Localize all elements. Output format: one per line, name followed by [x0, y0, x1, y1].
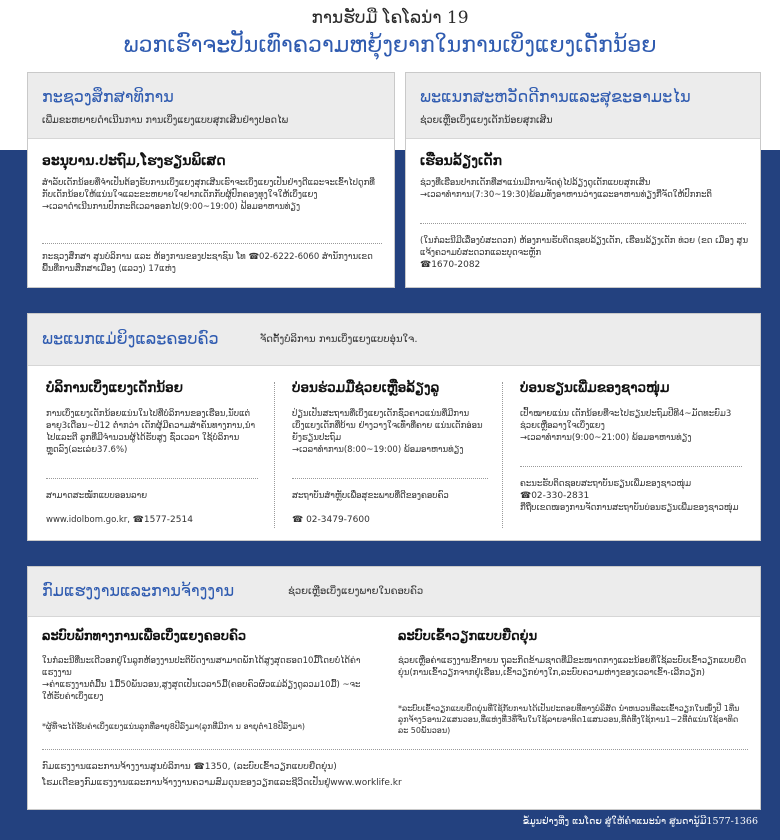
box-title: ພະແນກສະຫວັດດີການແລະສຸຂະອາມະໄນ — [420, 87, 691, 106]
hours-text: →ເວລາທຳການ(9:00~21:00) ພ້ອມອາຫານທ່ຽງ — [520, 433, 692, 443]
phone-number: ☎02-330-2831 — [520, 491, 590, 501]
phone-number: ☎1670-2082 — [420, 260, 481, 270]
section-title: ເຮືອນລ້ຽງເດັກ — [420, 153, 503, 169]
contact-text: (ໃນກໍລະນີມີເລື່ອງບໍ່ສະດວກ) ຫ້ອງການຮັບຕິດຊອບລ້ຽງເດັກ, ເຮືອນລ້ຽງເດັກ ທ່ວຍ (ຂດ ເມືອງ ສູນແຈ້ງຄວາມບໍ່ສະດວກແລະບຸດຈະຫຼັກ — [420, 236, 749, 258]
detail-text: →ຄ່າແຮງງານຕໍ່ມື້ນ 1ມື້50ພັນວອນ,ສູງສຸດເປັນເວລາ5ມື້(ຄອບຄົວຜົວແມ່ລ້ຽງດູລວມ10ມື້) ~ຈະໃຫ້ຮັບຄ່າເບິ່ງແຍງ — [42, 680, 361, 702]
box-header — [28, 314, 760, 366]
box-subtitle: ຊ່ວຍເຫຼືອເບິ່ງແຍງເດັກນ້ອຍສຸກເສີນ — [420, 115, 553, 126]
box-title: ກະຊວງສຶກສາທິການ — [42, 87, 174, 106]
hours-text: →ເວລາທຳການ(7:30~19:30)ພ້ອມທັງອາຫານວ່າງແລະອາຫານທ່ຽງກີ່ຈັດໃຫ້ປົກກະຕິ — [420, 190, 712, 200]
divider — [42, 243, 382, 244]
family-care-leave-column — [28, 617, 384, 749]
cooperation-center-column — [274, 366, 502, 542]
column-title: ບ່ອນຮຽນເພີ່ມຂອງຊາວໜຸ່ມ — [520, 380, 670, 396]
column-note: *ຜູ້ທີ່ຈະໄດ້ຮັບຄ່າເບິ່ງແຍງແນ່ນລູກທີ່ອາຍຸ8ປີລົງມາ(ລູກທີ່ມີກາ ນ ອາຍຸຕ່ຳ18ປີລົງມາ) — [42, 722, 306, 731]
contact-label: ສະຖາບັນສຳຫຼັບເພື່ອສຸຂະພາບທີ່ດີຂອງຄອບຄົວ — [292, 491, 449, 501]
box-subtitle: ຈັດຕັ້ງບໍລິການ ການເບິ່ງແຍງແບບອຸ່ນໃຈ. — [260, 334, 418, 345]
contact-info — [46, 490, 258, 526]
desc-text: ສຳລັບເດັກນ້ອຍທີ່ຈຳເປັນຕ້ອງຮັບການເບິ່ງແຍງສຸກເສີນເຮົາຈະເບິ່ງແຍງເປັນຢ່າງດີແລະຈະເຂົ້າໄປດູກທີ່ກັບເດັກນ້ອຍໃຫ້ແນ່ນໃຈແລະຂະຫຍາຍໃຈຢາກເດັກກັບຜູ້ປົກຄອງທຸງໃຈໃຫ້ເບິ່ງແຍງ — [42, 178, 375, 200]
contact-extra: ກີ່ຖືບເຂດໜອງການຈັດການສະຖາບັນບ່ອນຮຽນເພີ່ມຂອງຊາວໜຸ່ມ — [520, 503, 739, 513]
contact-info — [292, 490, 488, 526]
welfare-ministry-box — [405, 72, 761, 288]
contact-label: ສາມາດສະໝັກແບບອອນລາຍ — [46, 491, 148, 501]
column-description — [42, 655, 368, 703]
contact-label: ຄະນະຮັບຕິດຊອບສະຖາບັນຮຽນເພີ່ມຂອງຊາວໜຸ່ມ — [520, 479, 692, 489]
divider — [520, 466, 742, 467]
box-subtitle: ຊ່ວຍເຫຼືອເບິ່ງແຍງພາຍໃນຄອບຄົວ — [288, 586, 424, 597]
column-description: ການເບິ່ງແຍງເດັກນ້ອຍແນ່ນໃນໄປທີ່ບໍລິການຂອງເຮືອນ,ນັບແຕ່ອາຍຸ3ເດືອນ~ປໍ12 ຕ່ຳກວ່າ ເດັກຜູ້ມີຄວາມສຳຄັນທາງການ,ນຳໄປແລະຕີ ລູກທີ່ມີຈຳນວນຜູ້ໄດ້ຮັບສູງ ຊົ່ວເວລາ ໃຊ້ບໍລິການຫຼຸດລົງ(ລະເລ່ຍ37.6%) — [46, 409, 256, 455]
desc-text: ຊ່ວງທີ່ເຮືອນປາກເດັກທີ່ສາແນ່ນມີການຈັດຄູ່ໄປລ້ຽງດູເດັກແບບສຸກເສີນ — [420, 178, 651, 188]
divider — [420, 223, 746, 224]
box-title: ພະແນກແມ່ຍິງແລະຄອບຄົວ — [42, 329, 219, 348]
column-title: ລະບົບພັກທາງການເພື່ອເບິ່ງແຍງຄອບຄົວ — [42, 629, 247, 644]
childcare-service-column — [28, 366, 274, 542]
footer-line-1: ກົມແຮງງານແລະການຈ້າງງານສູນບໍລິການ ☎1350, (ລະບົບເຂົ້າວຽກແບບຍືດຍຸ່ນ) — [42, 762, 337, 772]
section-title: ອະນຸບານ.ປະຖົມ,ໂຮງຮຽນພິເສດ — [42, 153, 226, 169]
flexible-work-column — [384, 617, 762, 749]
footer-line-2: ໂຮມເດີຂອງກົມແຮງງານແລະການຈ້າງງານຄວາມສົມດຸນຂອງວຽກແລະຊີວິດເປັນຢູ່www.worklife.kr — [42, 778, 402, 788]
box-header — [28, 567, 760, 617]
column-title: ລະບົບເຂົ້າວຽກແບບຍືດຍຸ່ນ — [398, 629, 538, 644]
family-ministry-box — [27, 313, 761, 541]
column-title: ບ່ອນຮ່ວມມືຊ່ວຍເຫຼືອລ້ຽງລູ — [292, 380, 440, 396]
hours-text: →ເວລາທຳການ(8:00~19:00) ພ້ອມອາຫານທ່ຽງ — [292, 445, 464, 455]
box-subtitle: ເພີ່ມຂະຫຍາຍດຳເນີນການ ການເບິ່ງແຍງແບບສຸກເສີນຢ່າງປອດໄພ — [42, 115, 289, 126]
phone-number: ☎ 02-3479-7600 — [292, 515, 370, 525]
header-line-2: ພວກເຮົາຈະປັນເທົາຄວາມຫຍຸ້ງຍາກໃນການເບິ່ງແຍງເດັກນ້ອຍ — [123, 33, 657, 58]
column-description — [292, 408, 488, 456]
website-link[interactable]: www.idolbom.go.kr, — [46, 515, 130, 525]
column-note: *ລະບົບເຂົ້າວຽກແບບຍືດຍຸ່ນທີ່ໃຊ້ກັບການໄດ້ເປັນປະຕອຍທີ່ທາງບໍລິສັດ ນຳຫນວນທີ່ລະເຂົ້າວຽກໃນໜຶ່ງປີ 1ທີ່ນລູກຈ້າງ5ອານ2ແສນວອນ,ທີ່ແຫ່ງທີ່3ທີ່ຈີ່ນໃນໃຊ້ລາຍອາທິດ1ແສນວອນ,ທີ່ຕໍ່ທີ່ງໃຊ້ການ1~2ທີ່ຕໍ່ແນ່ນໃຊ້ອາທິດລະ 50ພັນວອນ) — [398, 704, 740, 735]
contact-info: ກະຊວງສຶກສາ ສູນບໍລິການ ແລະ ຫ້ອງການຂອງປະຊາຊົນ ໂທ ☎02-6222-6060 ສຳນັກງານເຂດພື້ນທີ່ການສຶກສາເມືອງ (ແລວງ) 17ແຫ່ງ — [42, 252, 373, 274]
divider — [46, 478, 258, 479]
desc-text: ເປົ້າໝາຍແນ່ນ ເດັກນ້ອຍທີ່ຈະໄປຮຽນປະຖົມປີທີ4~ມັດທະຍົມ3 ຊ່ວຍເຫຼືອລາງໃຈເບິ່ງແຍງ — [520, 409, 732, 431]
header-line-1: ການຮັບມື ໂຄໂລນ່າ 19 — [311, 8, 469, 28]
divider — [292, 478, 488, 479]
labor-ministry-box — [27, 566, 761, 810]
column-description: ຊ່ວຍເຫຼືອຄ່າແຮງງານຂີ້ກາຍນ ຖຸລະກິດຂ້າມຊາດທີ່ມີຂະໜາດກາງແລະນ້ອຍທີ່ໃຊ້ລະບົບເຂົ້າວຽກແບບຍືດຍຸ່ນ(ການເຂົ້າວຽກຈາກຢູ່ເຮືອນ,ເຂົ້າວຽກຍ່າງໃກ,ລະບົບຄວາມຫ່າງຂອງເວລາເຂົ້າ-ເລີກວຽກ) — [398, 656, 747, 678]
desc-text: ປ່ຽນເປັນສະຖານທີ່ເບິ່ງແຍງເດັກຊົ່ວຄາວແນ່ນທີ່ມີການເບິ່ງແຍງເດັກທີ່ບ້ານ ຢ່າງວາງໃຈເທົ່າທີ່ຄາຍ ແນ່ນເດັກອ່ອນ ຍັງຮຽນປະຖົມ — [292, 409, 483, 443]
box-header — [28, 73, 394, 139]
box-title: ກົມແຮງງານແລະການຈ້າງງານ — [42, 581, 235, 600]
column-description — [520, 408, 746, 444]
hours-text: →ເວລາດຳເນີນການປົກກະຕິເວລາອອກໄປ(9:00~19:00) ຟ້ອມອາຫານທ່ຽງ — [42, 202, 301, 212]
section-description — [42, 177, 382, 213]
education-ministry-box — [27, 72, 395, 288]
box-header — [406, 73, 760, 139]
footer-contact — [28, 749, 762, 811]
section-description — [420, 177, 750, 201]
column-title: ບໍລິການເບິ່ງແຍງເດັກນ້ອຍ — [46, 380, 183, 396]
divider — [42, 749, 748, 750]
desc-text: ໃນກໍລະນີທີ່ນະເດີວອກຢູ່ໃນລູກຫ້ອງງານປະຕິບັດງານສາມາດພັກໄດ້ສູງສຸດຮອດ10ມື້ໂດຍບໍ່ໄດ້ຄ່າແຮງງານ — [42, 656, 361, 678]
page-header — [0, 0, 780, 70]
bottom-note: ຂໍ້ມູນຢ່າງທີ່ງ ແນໂດຍ ສູ່ໃຫ້ຄຳແນະນຳ ສູນດານູ້ມີ1577-1366 — [522, 816, 758, 827]
contact-info — [420, 235, 750, 271]
contact-info — [520, 478, 746, 514]
phone-number: ☎1577-2514 — [132, 515, 193, 525]
youth-center-column — [502, 366, 762, 542]
